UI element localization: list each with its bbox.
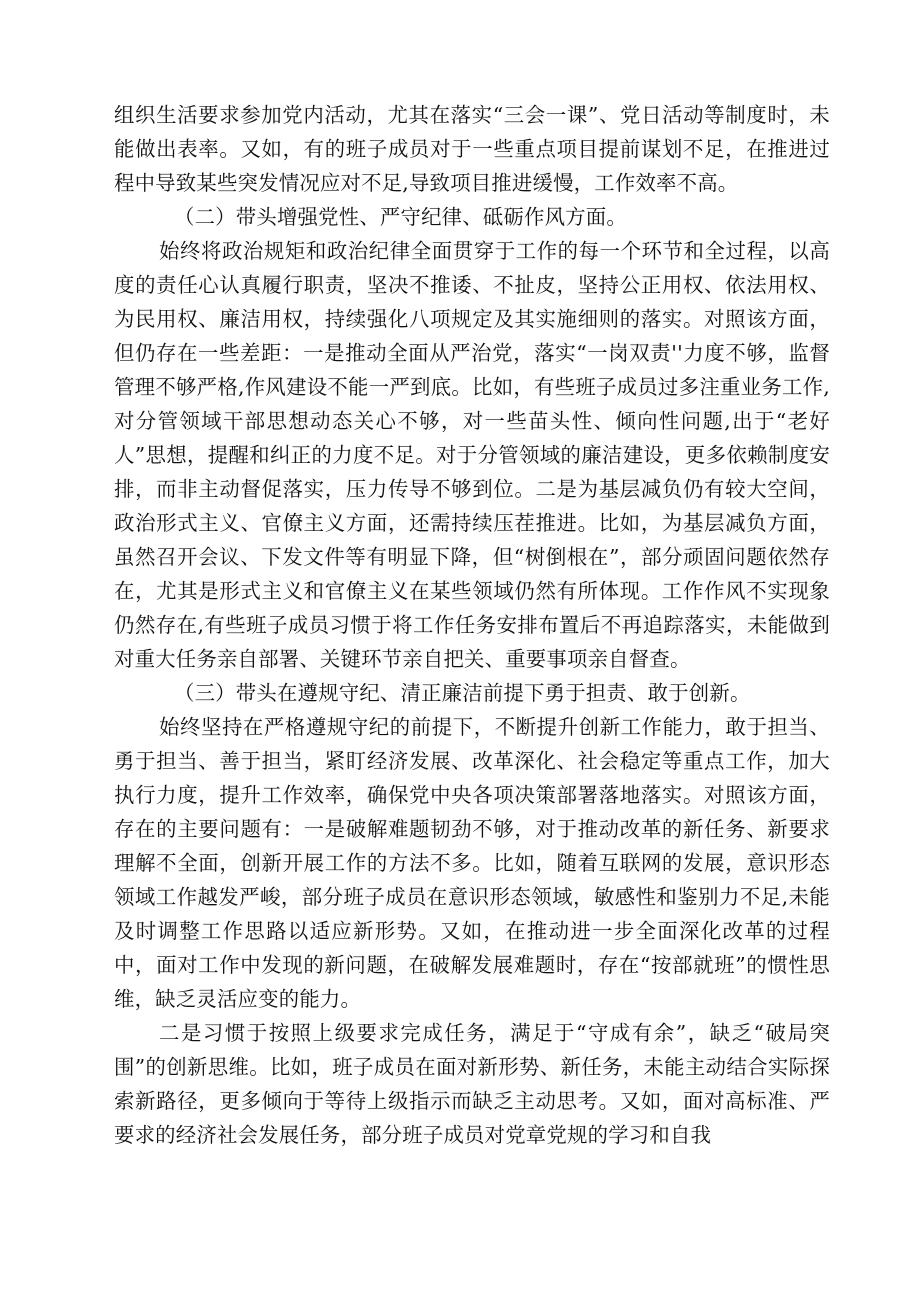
paragraph-continuation: 组织生活要求参加党内活动，尤其在落实“三会一课”、党日活动等制度时，未能做出表率。又如，有的班子成员对于一些重点项目提前谋划不足，在推进过程中导致某些突发情况应对不足,导致项目推进缓慢，工作效率不高。 (114, 103, 830, 195)
paragraph-problem-two: 二是习惯于按照上级要求完成任务，满足于“守成有余”，缺乏“破局突围”的创新思维。比如，班子成员在面对新形势、新任务，未能主动结合实际探索新路径，更多倾向于等待上级指示而缺乏主动思考。又如，面对高标准、严要求的经济社会发展任务，部分班子成员对党章党规的学习和自我 (114, 1021, 830, 1147)
paragraph-section-two: 始终将政治规矩和政治纪律全面贯穿于工作的每一个环节和全过程，以高度的责任心认真履行职责，坚决不推诿、不扯皮，坚持公正用权、依法用权、为民用权、廉洁用权，持续强化八项规定及其实施细则的落实。对照该方面，但仍存在一些差距：一是推动全面从严治党，落实“一岗双责''力度不够，监督管理不够严格,作风建设不能一严到底。比如，有些班子成员过多注重业务工作,对分管领域干部思想动态关心不够，对一些苗头性、倾向性问题,出于“老好人”思想，提醒和纠正的力度不足。对于分管领域的廉洁建设，更多依赖制度安排，而非主动督促落实，压力传导不够到位。二是为基层减负仍有较大空间，政治形式主义、官僚主义方面，还需持续压茬推进。比如，为基层减负方面，虽然召开会议、下发文件等有明显下降，但“树倒根在”，部分顽固问题依然存在，尤其是形式主义和官僚主义在某些领域仍然有所体现。工作作风不实现象仍然存在,有些班子成员习惯于将工作任务安排布置后不再追踪落实，未能做到对重大任务亲自部署、关键环节亲自把关、重要事项亲自督查。 (114, 239, 830, 671)
paragraph-section-three: 始终坚持在严格遵规守纪的前提下，不断提升创新工作能力，敢于担当、勇于担当、善于担当，紧盯经济发展、改革深化、社会稳定等重点工作，加大执行力度，提升工作效率，确保党中央各项决策部署落地落实。对照该方面，存在的主要问题有：一是破解难题韧劲不够，对于推动改革的新任务、新要求理解不全面，创新开展工作的方法不多。比如，随着互联网的发展，意识形态领域工作越发严峻，部分班子成员在意识形态领域，敏感性和鉴别力不足,未能及时调整工作思路以适应新形势。又如，在推动进一步全面深化改革的过程中，面对工作中发现的新问题，在破解发展难题时，存在“按部就班”的惯性思维，缺乏灵活应变的能力。 (114, 715, 830, 1011)
section-heading-two: （二）带头增强党性、严守纪律、砥砺作风方面。 (174, 205, 627, 229)
section-heading-three: （三）带头在遵规守纪、清正廉洁前提下勇于担责、敢于创新。 (174, 681, 751, 705)
document-body (114, 98, 830, 1152)
